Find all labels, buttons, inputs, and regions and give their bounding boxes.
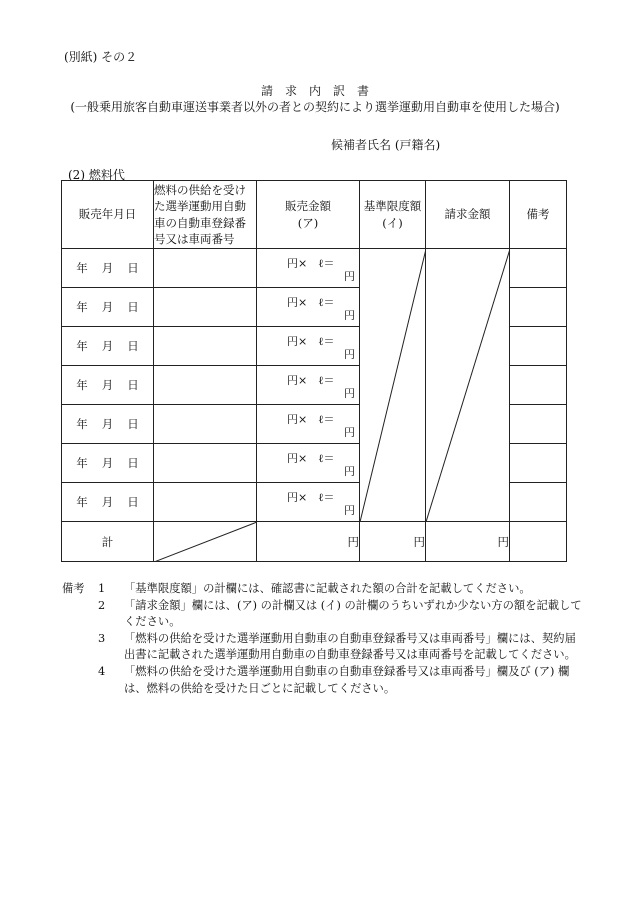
- sales-amount-cell[interactable]: [257, 249, 360, 288]
- sales-amount-cell[interactable]: [257, 444, 360, 483]
- notes-heading: 備考: [62, 582, 85, 595]
- total-vehicle-cell: [154, 522, 257, 562]
- date-part-label: 月: [101, 495, 114, 509]
- header-vehicle-line: た選挙運動用自動: [154, 199, 246, 214]
- diagonal-strike-line: [154, 522, 257, 562]
- total-limit-amount-cell[interactable]: [360, 522, 426, 562]
- section-label: (2) 燃料代: [68, 168, 125, 182]
- header-limit-amount: [360, 181, 426, 249]
- sale-date-cell[interactable]: [62, 249, 154, 288]
- note-text: 「請求金額」欄には、(ア) の計欄又は (イ) の計欄のうちいずれか少ない方の額を記載してください。: [124, 598, 582, 629]
- unit-price-times-liters-label: 円× ℓ＝: [287, 296, 335, 309]
- note-number: 3: [98, 631, 106, 645]
- sale-date-cell[interactable]: [62, 444, 154, 483]
- diagonal-strike-line: [426, 249, 510, 522]
- vehicle-number-cell[interactable]: [154, 483, 257, 522]
- header-vehicle-line: 車の自動車登録番: [154, 215, 246, 230]
- date-part-label: 年: [76, 300, 88, 314]
- unit-price-times-liters-label: 円× ℓ＝: [287, 374, 335, 387]
- remarks-cell[interactable]: [510, 483, 567, 522]
- limit-amount-merged-cell: [360, 249, 426, 522]
- remarks-cell[interactable]: [510, 249, 567, 288]
- header-vehicle-line: 号又は車両番号: [154, 231, 235, 246]
- yen-label: 円: [344, 465, 355, 478]
- date-part-label: 日: [127, 417, 139, 431]
- date-part-label: 月: [101, 300, 114, 314]
- unit-price-times-liters-label: 円× ℓ＝: [287, 452, 335, 465]
- unit-price-times-liters-label: 円× ℓ＝: [287, 335, 335, 348]
- yen-label: 円: [344, 426, 355, 439]
- date-part-label: 日: [127, 456, 139, 470]
- total-sales-amount-cell[interactable]: [257, 522, 360, 562]
- date-part-label: 月: [101, 417, 114, 431]
- sheet-label: (別紙) その２: [64, 50, 138, 64]
- vehicle-number-cell[interactable]: [154, 288, 257, 327]
- yen-label: 円: [347, 534, 359, 549]
- header-sales-amount-label: 販売金額: [285, 198, 331, 213]
- sale-date-cell[interactable]: [62, 327, 154, 366]
- yen-label: 円: [413, 534, 425, 549]
- header-sales-amount: [257, 181, 360, 249]
- header-limit-amount-code: (イ): [382, 215, 403, 230]
- note-text: 「基準限度額」の計欄には、確認書に記載された額の合計を記載してください。: [124, 582, 531, 595]
- unit-price-times-liters-label: 円× ℓ＝: [287, 491, 335, 504]
- yen-label: 円: [344, 270, 355, 283]
- vehicle-number-cell[interactable]: [154, 405, 257, 444]
- fuel-cost-table: [61, 180, 567, 562]
- sales-amount-cell[interactable]: [257, 405, 360, 444]
- date-part-label: 年: [76, 261, 88, 275]
- header-sales-amount-code: (ア): [297, 215, 319, 230]
- document-title: 請求内訳書: [260, 84, 381, 98]
- date-part-label: 月: [101, 339, 114, 353]
- date-part-label: 年: [76, 339, 88, 353]
- remarks-cell[interactable]: [510, 405, 567, 444]
- unit-price-times-liters-label: 円× ℓ＝: [287, 413, 335, 426]
- claim-amount-merged-cell: [426, 249, 510, 522]
- header-remarks: 備考: [510, 181, 567, 249]
- sale-date-cell[interactable]: [62, 405, 154, 444]
- table-header-row: [62, 181, 567, 249]
- total-label: 計: [62, 522, 154, 562]
- date-part-label: 日: [127, 300, 139, 314]
- yen-label: 円: [497, 534, 509, 549]
- vehicle-number-cell[interactable]: [154, 327, 257, 366]
- date-part-label: 日: [127, 339, 139, 353]
- yen-label: 円: [344, 309, 355, 322]
- note-text: 「燃料の供給を受けた選挙運動用自動車の自動車登録番号又は車両番号」欄及び (ア) 欄は、燃料の供給を受けた日ごとに記載してください。: [124, 664, 570, 695]
- date-part-label: 日: [127, 378, 139, 392]
- notes-section: [62, 581, 582, 697]
- yen-label: 円: [344, 387, 355, 400]
- diagonal-strike-line: [360, 249, 426, 522]
- sale-date-cell[interactable]: [62, 483, 154, 522]
- header-limit-amount-label: 基準限度額: [363, 198, 422, 213]
- unit-price-times-liters-label: 円× ℓ＝: [287, 257, 335, 270]
- header-vehicle-number: [154, 181, 257, 249]
- note-item: [62, 598, 582, 631]
- date-part-label: 月: [101, 261, 114, 275]
- note-item: [62, 664, 582, 697]
- date-part-label: 年: [76, 378, 88, 392]
- vehicle-number-cell[interactable]: [154, 249, 257, 288]
- yen-label: 円: [344, 504, 355, 517]
- sales-amount-cell[interactable]: [257, 366, 360, 405]
- date-part-label: 日: [127, 495, 139, 509]
- date-part-label: 年: [76, 417, 88, 431]
- remarks-cell[interactable]: [510, 444, 567, 483]
- candidate-name-label: 候補者氏名 (戸籍名): [331, 138, 441, 152]
- header-sale-date: 販売年月日: [62, 181, 154, 249]
- note-number: 2: [98, 598, 106, 612]
- note-item: [62, 581, 582, 598]
- date-part-label: 日: [127, 261, 139, 275]
- total-row: [62, 522, 567, 562]
- vehicle-number-cell[interactable]: [154, 366, 257, 405]
- note-text: 「燃料の供給を受けた選挙運動用自動車の自動車登録番号又は車両番号」欄には、契約届出書に記載された選挙運動用自動車の自動車登録番号又は車両番号を記載してください。: [124, 631, 576, 662]
- date-part-label: 月: [101, 378, 114, 392]
- total-claim-amount-cell[interactable]: [426, 522, 510, 562]
- header-vehicle-line: 燃料の供給を受け: [154, 183, 246, 198]
- table-row: [62, 249, 567, 288]
- note-number: 4: [98, 664, 106, 678]
- total-remarks-cell[interactable]: [510, 522, 567, 562]
- sales-amount-cell[interactable]: [257, 327, 360, 366]
- document-subtitle: (一般乗用旅客自動車運送事業者以外の者との契約により選挙運動用自動車を使用した場合): [70, 100, 560, 114]
- note-number: 1: [98, 582, 106, 595]
- remarks-cell[interactable]: [510, 366, 567, 405]
- date-part-label: 年: [76, 456, 88, 470]
- remarks-cell[interactable]: [510, 288, 567, 327]
- date-part-label: 年: [76, 495, 88, 509]
- sales-amount-cell[interactable]: [257, 483, 360, 522]
- sales-amount-cell[interactable]: [257, 288, 360, 327]
- sale-date-cell[interactable]: [62, 288, 154, 327]
- vehicle-number-cell[interactable]: [154, 444, 257, 483]
- yen-label: 円: [344, 348, 355, 361]
- remarks-cell[interactable]: [510, 327, 567, 366]
- note-item: [62, 631, 582, 664]
- sale-date-cell[interactable]: [62, 366, 154, 405]
- header-claim-amount: 請求金額: [426, 181, 510, 249]
- date-part-label: 月: [101, 456, 114, 470]
